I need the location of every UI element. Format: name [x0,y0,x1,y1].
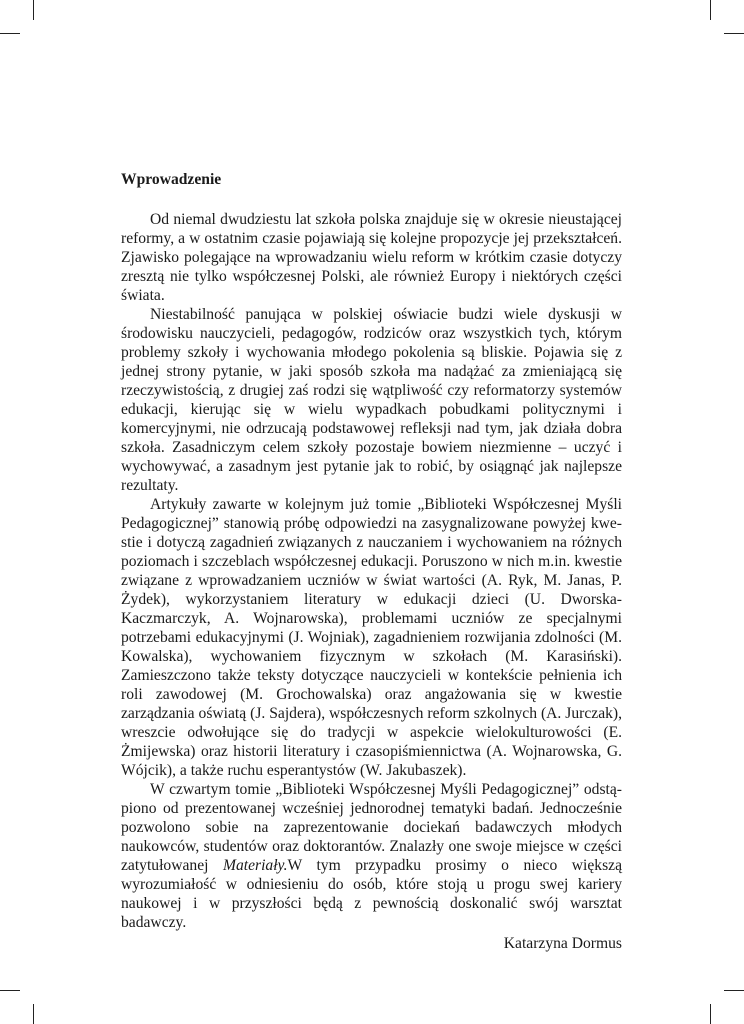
page-content [121,170,622,953]
paragraph-4-text-before: W czwartym tomie „Biblioteki Współczesnej Myśli Pedagogicznej” odstąpiono od prezentowanej wcześniej jednorodnej tematyki badań. Jednocześnie pozwolono sobie na zaprezentowanie dociekań badawczych młodych naukowców, studentów oraz doktorantów. Znalazły one swoje miejsce w części zatytułowanej [121,781,622,874]
paragraph-2: Niestabilność panująca w polskiej oświacie budzi wiele dyskusji w środowisku nauczycieli, pedagogów, rodziców oraz wszystkich tych, którym problemy szkoły i wychowania młodego pokolenia są bliskie. Pojawia się z jednej strony pytanie, w jaki sposób szkoła ma nadążać za zmieniającą się rzeczywistością, z drugiej zaś rodzi się wątpliwość czy reformatorzy systemów edukacji, kierując się w wielu wypadkach pobudkami politycznymi i komercyjnymi, nie odrzucają podstawowej refleksji nad tym, jak działa dobra szkoła. Zasadniczym celem szkoły pozostaje bowiem niezmienne – uczyć i wychowywać, a zasadnym jest pytanie jak to robić, by osiągnąć jak najlepsze rezultaty. [121,306,622,494]
crop-mark-top-right [710,0,711,20]
crop-mark-top-left-h [0,33,20,34]
crop-mark-bottom-left-h [0,990,20,991]
crop-mark-bottom-right [710,1004,711,1024]
section-heading: Wprowadzenie [121,171,222,188]
crop-mark-top-left [33,0,34,20]
crop-mark-top-right-h [724,33,744,34]
crop-mark-bottom-right-h [724,990,744,991]
paragraph-3: Artykuły zawarte w kolejnym już tomie „Biblioteki Współczesnej Myśli Pedagogicznej” stanowią próbę odpowiedzi na zasygnalizowane powyżej kwestie i dotyczą zagadnień związanych z nauczaniem i wychowaniem na różnych poziomach i szczeblach współczesnej edukacji. Poruszono w nich m.in. kwestie związane z wprowadzaniem uczniów w świat wartości (A. Ryk, M. Janas, P. Żydek), wykorzystaniem literatury w edukacji dzieci (U. Dworska-Kaczmarczyk, A. Wojnarowska), problemami uczniów ze specjalnymi potrzebami edukacyjnymi (J. Wojniak), zagadnieniem rozwijania zdolności (M. Kowalska), wychowaniem fizycznym w szkołach (M. Karasiński). Zamieszczono także teksty dotyczące nauczycieli w kontekście pełnienia ich roli zawodowej (M. Grochowalska) oraz angażowania się w kwestie zarządzania oświatą (J. Sajdera), współczesnych reform szkolnych (A. Jurczak), wreszcie odwołujące się do tradycji w aspekcie wielokulturowości (E. Żmijewska) oraz historii literatury i czasopiśmiennictwa (A. Wojnarowska, G. Wójcik), a także ruchu esperantystów (W. Jakubaszek). [121,496,622,779]
paragraph-4 [121,780,622,932]
paragraph-4-text-after: W tym przypadku prosimy o nieco większą wyrozumiałość w odniesieniu do osób, które stoją u progu swej kariery naukowej i w przyszłości będą z pewnością doskonalić swój warsztat badawczy. [121,857,622,931]
materials-section-title: Materiały. [222,857,288,874]
author-signature: Katarzyna Dormus [503,935,622,952]
paragraph-1: Od niemal dwudziestu lat szkoła polska znajduje się w okresie nieustającej reformy, a w ostatnim czasie pojawiają się kolejne propozycje jej przekształceń. Zjawisko polegające na wprowadzaniu wielu reform w krótkim czasie dotyczy zresztą nie tylko współczesnej Polski, ale również Europy i niektórych części świata. [121,211,622,304]
crop-mark-bottom-left [33,1004,34,1024]
